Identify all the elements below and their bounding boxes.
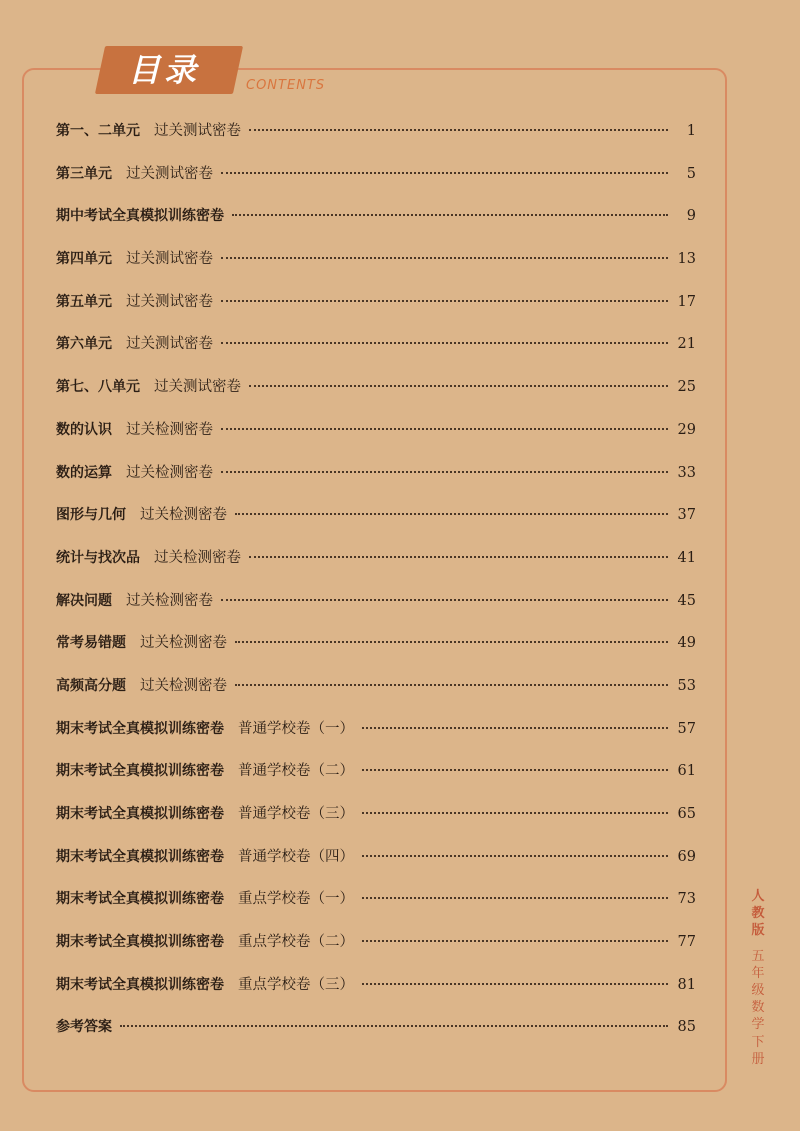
toc-entry-title: 第三单元 bbox=[56, 165, 112, 182]
toc-page-number: 41 bbox=[677, 549, 696, 566]
toc-entry[interactable] bbox=[56, 281, 696, 324]
toc-dot-leader bbox=[120, 1025, 668, 1027]
toc-dot-leader bbox=[235, 641, 668, 643]
toc-page-number: 29 bbox=[677, 421, 696, 438]
side-label-char: 级 bbox=[751, 983, 765, 998]
toc-entry-title: 图形与几何 bbox=[56, 507, 126, 524]
toc-entry-subtitle: 普通学校卷（一） bbox=[238, 720, 354, 737]
toc-entry[interactable] bbox=[56, 665, 696, 708]
toc-dot-leader bbox=[221, 300, 668, 302]
toc-entry[interactable] bbox=[56, 793, 696, 836]
toc-entry-subtitle: 过关检测密卷 bbox=[140, 677, 227, 694]
side-term-label bbox=[746, 1034, 770, 1068]
toc-page-number: 1 bbox=[686, 123, 696, 139]
toc-entry-title: 第一、二单元 bbox=[56, 123, 140, 139]
side-label-char: 册 bbox=[751, 1052, 765, 1067]
toc-dot-leader bbox=[249, 385, 668, 387]
toc-entry-subtitle: 过关检测密卷 bbox=[126, 421, 213, 438]
side-label-char: 版 bbox=[751, 923, 765, 938]
toc-entry[interactable] bbox=[56, 964, 696, 1007]
toc-page-number: 25 bbox=[677, 379, 696, 396]
toc-entry-title: 期末考试全真模拟训练密卷 bbox=[56, 806, 224, 822]
toc-entry[interactable] bbox=[56, 836, 696, 879]
toc-page-number: 37 bbox=[677, 507, 696, 524]
toc-entry-title: 第四单元 bbox=[56, 251, 112, 268]
toc-entry-title: 数的认识 bbox=[56, 421, 112, 438]
toc-entry-subtitle: 过关测试密卷 bbox=[154, 379, 241, 396]
toc-dot-leader bbox=[232, 214, 668, 216]
toc-page-number: 77 bbox=[677, 934, 696, 951]
toc-entry-title: 解决问题 bbox=[56, 592, 112, 609]
toc-entry-subtitle: 过关测试密卷 bbox=[154, 123, 241, 139]
page-subtitle: CONTENTS bbox=[246, 78, 326, 93]
toc-page-number: 73 bbox=[677, 891, 696, 908]
toc-entry[interactable] bbox=[56, 409, 696, 452]
toc-entry[interactable] bbox=[56, 708, 696, 751]
toc-dot-leader bbox=[221, 428, 668, 430]
toc-entry[interactable] bbox=[56, 195, 696, 238]
toc-dot-leader bbox=[362, 897, 668, 899]
page-title: 目录 bbox=[128, 51, 201, 89]
toc-entry-title: 第五单元 bbox=[56, 293, 112, 310]
toc-entry-subtitle: 过关测试密卷 bbox=[126, 165, 213, 182]
toc-entry-title: 常考易错题 bbox=[56, 635, 126, 652]
toc-entry[interactable] bbox=[56, 366, 696, 409]
toc-dot-leader bbox=[235, 513, 668, 515]
toc-entry-title: 期末考试全真模拟训练密卷 bbox=[56, 720, 224, 737]
side-label-char: 学 bbox=[751, 1017, 765, 1032]
toc-page-number: 81 bbox=[677, 976, 696, 993]
toc-entry[interactable] bbox=[56, 110, 696, 153]
toc-entry[interactable] bbox=[56, 878, 696, 921]
toc-page-number: 85 bbox=[677, 1019, 696, 1036]
toc-entry-subtitle: 重点学校卷（二） bbox=[238, 934, 354, 951]
toc-page-number: 21 bbox=[677, 336, 696, 353]
toc-dot-leader bbox=[362, 727, 668, 729]
side-label-char: 数 bbox=[751, 1000, 765, 1015]
toc-entry-subtitle: 过关测试密卷 bbox=[126, 293, 213, 310]
side-label-char: 年 bbox=[751, 966, 765, 981]
toc-entry[interactable] bbox=[56, 750, 696, 793]
toc-entry-subtitle: 重点学校卷（一） bbox=[238, 891, 354, 908]
toc-dot-leader bbox=[362, 769, 668, 771]
toc-entry-subtitle: 普通学校卷（三） bbox=[238, 806, 354, 822]
toc-entry-title: 参考答案 bbox=[56, 1019, 112, 1036]
toc-dot-leader bbox=[362, 855, 668, 857]
toc-dot-leader bbox=[235, 684, 668, 686]
toc-entry-title: 期末考试全真模拟训练密卷 bbox=[56, 848, 224, 865]
toc-entry-title: 期末考试全真模拟训练密卷 bbox=[56, 976, 224, 993]
toc-page-number: 49 bbox=[677, 635, 696, 652]
toc-entry-title: 期末考试全真模拟训练密卷 bbox=[56, 891, 224, 908]
toc-page-number: 65 bbox=[677, 806, 696, 822]
toc-entry-title: 期末考试全真模拟训练密卷 bbox=[56, 763, 224, 780]
toc-entry[interactable] bbox=[56, 323, 696, 366]
toc-page-number: 9 bbox=[686, 208, 696, 225]
table-of-contents bbox=[56, 110, 696, 1049]
toc-entry[interactable] bbox=[56, 921, 696, 964]
toc-page-number: 61 bbox=[677, 763, 696, 780]
toc-page-number: 53 bbox=[677, 677, 696, 694]
toc-dot-leader bbox=[221, 599, 668, 601]
toc-entry-subtitle: 过关检测密卷 bbox=[140, 507, 227, 524]
toc-entry-subtitle: 普通学校卷（四） bbox=[238, 848, 354, 865]
toc-entry[interactable] bbox=[56, 494, 696, 537]
toc-entry-subtitle: 普通学校卷（二） bbox=[238, 763, 354, 780]
toc-page-number: 45 bbox=[677, 592, 696, 609]
toc-dot-leader bbox=[362, 940, 668, 942]
toc-dot-leader bbox=[221, 172, 668, 174]
toc-page-number: 13 bbox=[677, 251, 696, 268]
toc-entry[interactable] bbox=[56, 580, 696, 623]
toc-entry-subtitle: 过关检测密卷 bbox=[126, 464, 213, 481]
toc-entry-title: 第六单元 bbox=[56, 336, 112, 353]
toc-entry-subtitle: 过关检测密卷 bbox=[154, 549, 241, 566]
toc-page-number: 57 bbox=[677, 720, 696, 737]
toc-entry-subtitle: 过关检测密卷 bbox=[126, 592, 213, 609]
toc-page-number: 69 bbox=[677, 848, 696, 865]
side-publisher-label bbox=[746, 888, 770, 939]
toc-entry-subtitle: 过关检测密卷 bbox=[140, 635, 227, 652]
toc-dot-leader bbox=[249, 556, 668, 558]
toc-entry-subtitle: 重点学校卷（三） bbox=[238, 976, 354, 993]
toc-entry[interactable] bbox=[56, 153, 696, 196]
toc-entry-subtitle: 过关测试密卷 bbox=[126, 251, 213, 268]
toc-entry[interactable] bbox=[56, 238, 696, 281]
toc-page-number: 33 bbox=[677, 464, 696, 481]
toc-entry-title: 第七、八单元 bbox=[56, 379, 140, 396]
side-label-char: 下 bbox=[751, 1035, 765, 1050]
toc-entry-title: 期末考试全真模拟训练密卷 bbox=[56, 934, 224, 951]
side-label-char: 人 bbox=[751, 889, 765, 904]
toc-entry-title: 期中考试全真模拟训练密卷 bbox=[56, 208, 224, 225]
toc-dot-leader bbox=[362, 983, 668, 985]
toc-dot-leader bbox=[221, 342, 668, 344]
toc-dot-leader bbox=[221, 471, 668, 473]
toc-entry-title: 高频高分题 bbox=[56, 677, 126, 694]
toc-page-number: 5 bbox=[686, 165, 696, 182]
toc-dot-leader bbox=[249, 129, 668, 131]
side-label-char: 教 bbox=[751, 906, 765, 921]
side-grade-label bbox=[746, 948, 770, 1033]
toc-entry[interactable] bbox=[56, 452, 696, 495]
toc-dot-leader bbox=[362, 812, 668, 814]
toc-entry-title: 统计与找次品 bbox=[56, 549, 140, 566]
toc-entry[interactable] bbox=[56, 537, 696, 580]
side-label-char: 五 bbox=[751, 949, 765, 964]
toc-entry-subtitle: 过关测试密卷 bbox=[126, 336, 213, 353]
toc-entry[interactable] bbox=[56, 622, 696, 665]
toc-page-number: 17 bbox=[677, 293, 696, 310]
toc-dot-leader bbox=[221, 257, 668, 259]
toc-entry[interactable] bbox=[56, 1006, 696, 1049]
toc-entry-title: 数的运算 bbox=[56, 464, 112, 481]
